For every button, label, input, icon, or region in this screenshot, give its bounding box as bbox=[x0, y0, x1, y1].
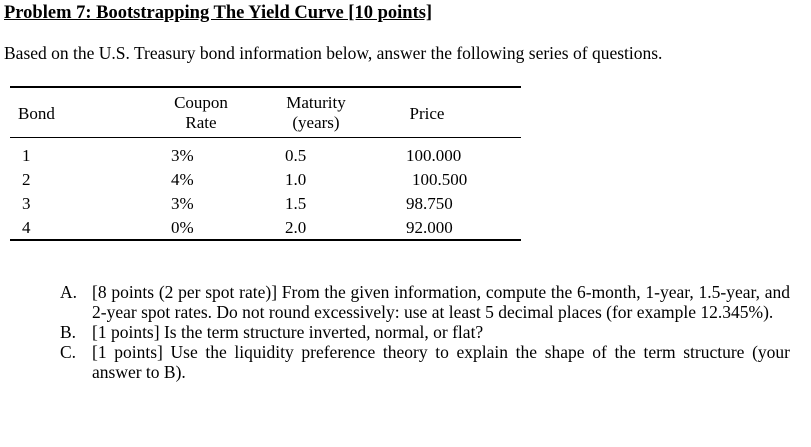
header-maturity: Maturity (years) bbox=[286, 93, 346, 132]
question-item bbox=[60, 322, 790, 342]
question-text: [8 points (2 per spot rate)] From the given information, compute the 6-month, 1-year, 1.5-year, and 2-year spot rates. Do not round excessively: use at least 5 decimal places (for example 12.345%). bbox=[92, 282, 790, 322]
table-header-rule bbox=[10, 137, 521, 138]
cell-price: 92.000 bbox=[406, 218, 453, 237]
question-item bbox=[60, 342, 790, 382]
cell-price: 100.000 bbox=[406, 146, 462, 165]
cell-bond: 3 bbox=[22, 194, 31, 213]
table-bottom-rule bbox=[10, 239, 521, 241]
cell-coupon: 3% bbox=[171, 194, 194, 213]
question-item bbox=[60, 282, 790, 322]
question-text: [1 points] Is the term structure inverted, normal, or flat? bbox=[92, 322, 484, 342]
cell-bond: 2 bbox=[22, 170, 31, 189]
cell-coupon: 3% bbox=[171, 146, 194, 165]
cell-price: 100.500 bbox=[412, 170, 468, 189]
intro-text: Based on the U.S. Treasury bond information below, answer the following series of questions. bbox=[4, 43, 663, 63]
question-label: B. bbox=[60, 322, 77, 342]
question-label: A. bbox=[60, 282, 78, 302]
header-price: Price bbox=[409, 104, 445, 123]
cell-maturity: 1.5 bbox=[285, 194, 307, 213]
cell-maturity: 1.0 bbox=[285, 170, 307, 189]
header-coupon-rate: Coupon Rate bbox=[174, 93, 228, 132]
cell-maturity: 2.0 bbox=[285, 218, 307, 237]
cell-maturity: 0.5 bbox=[285, 146, 307, 165]
question-list bbox=[60, 282, 790, 382]
cell-coupon: 0% bbox=[171, 218, 194, 237]
cell-bond: 4 bbox=[22, 218, 31, 237]
cell-coupon: 4% bbox=[171, 170, 194, 189]
question-label: C. bbox=[60, 342, 77, 362]
table-top-rule bbox=[10, 86, 521, 88]
problem-title: Problem 7: Bootstrapping The Yield Curve [10 points] bbox=[4, 3, 433, 23]
cell-price: 98.750 bbox=[406, 194, 453, 213]
question-text: [1 points] Use the liquidity preference theory to explain the shape of the term structure (your answer to B). bbox=[92, 342, 790, 382]
cell-bond: 1 bbox=[22, 146, 31, 165]
header-bond: Bond bbox=[18, 104, 55, 123]
